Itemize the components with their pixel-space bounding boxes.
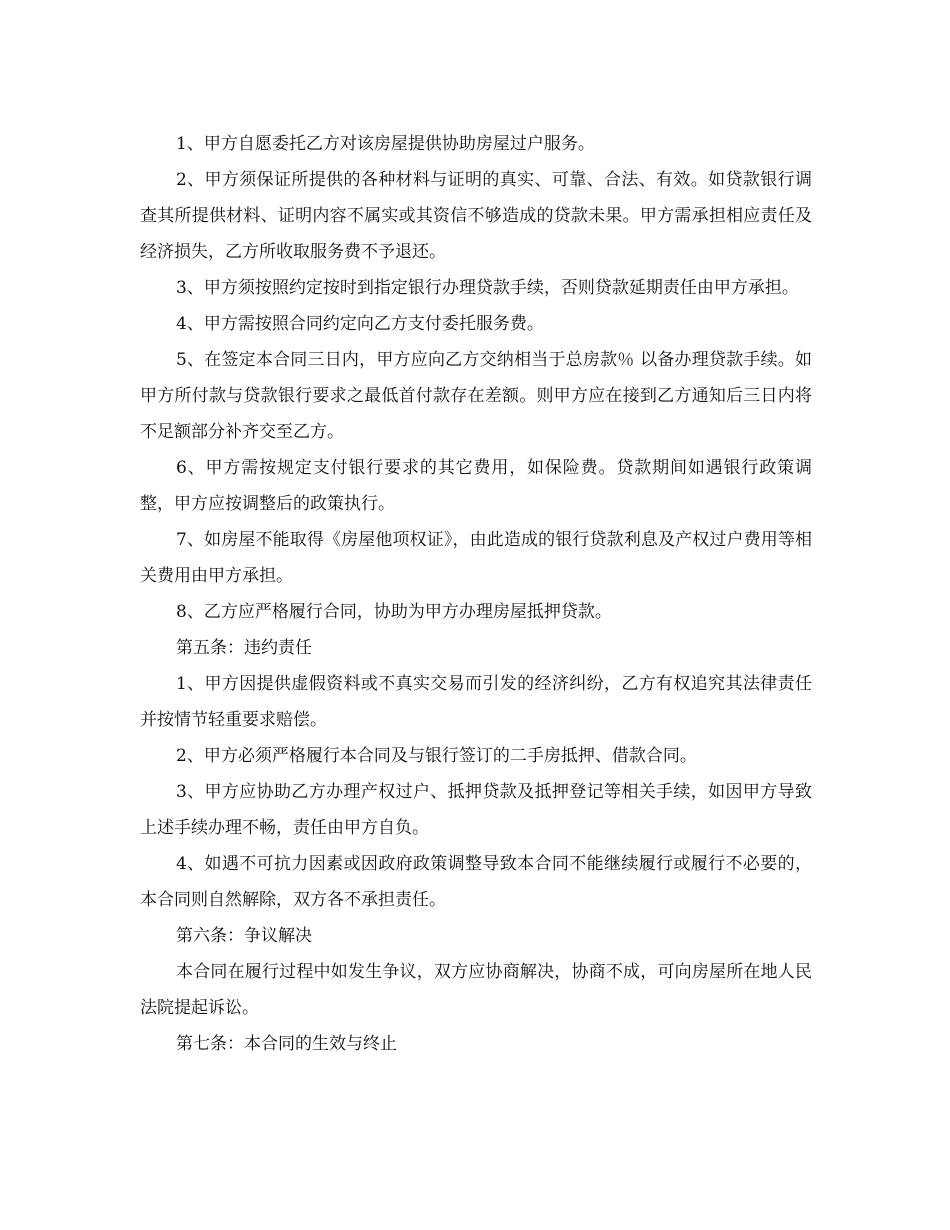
- clause-paragraph: 3、甲方须按照约定按时到指定银行办理贷款手续，否则贷款延期责任由甲方承担。: [176, 278, 799, 298]
- document-body: [140, 126, 812, 1062]
- clause-paragraph: 1、甲方自愿委托乙方对该房屋提供协助房屋过户服务。: [176, 134, 595, 154]
- clause-paragraph: 6、甲方需按规定支付银行要求的其它费用，如保险费。贷款期间如遇银行政策调整，甲方应按调整后的政策执行。: [140, 458, 812, 514]
- clause-paragraph: 1、甲方因提供虚假资料或不真实交易而引发的经济纠纷，乙方有权追究其法律责任并按情节轻重要求赔偿。: [140, 674, 812, 730]
- clause-paragraph: 4、如遇不可抗力因素或因政府政策调整导致本合同不能继续履行或履行不必要的，本合同则自然解除，双方各不承担责任。: [140, 854, 812, 910]
- clause-paragraph: 2、甲方必须严格履行本合同及与银行签订的二手房抵押、借款合同。: [176, 746, 697, 766]
- clause-paragraph: 8、乙方应严格履行合同，协助为甲方办理房屋抵押贷款。: [176, 602, 612, 622]
- section-heading: 第六条：争议解决: [176, 926, 312, 946]
- section-heading: 第七条：本合同的生效与终止: [176, 1034, 397, 1054]
- clause-paragraph: 3、甲方应协助乙方办理产权过户、抵押贷款及抵押登记等相关手续，如因甲方导致上述手续办理不畅，责任由甲方自负。: [140, 782, 812, 838]
- clause-paragraph: 本合同在履行过程中如发生争议，双方应协商解决，协商不成，可向房屋所在地人民法院提起诉讼。: [140, 962, 812, 1018]
- clause-paragraph: 7、如房屋不能取得《房屋他项权证》，由此造成的银行贷款利息及产权过户费用等相关费用由甲方承担。: [140, 530, 812, 586]
- section-heading: 第五条：违约责任: [176, 638, 312, 658]
- clause-paragraph: 4、甲方需按照合同约定向乙方支付委托服务费。: [176, 314, 544, 334]
- clause-paragraph: 5、在签定本合同三日内，甲方应向乙方交纳相当于总房款％ 以备办理贷款手续。如甲方所付款与贷款银行要求之最低首付款存在差额。则甲方应在接到乙方通知后三日内将不足额部分补齐交至乙方。: [140, 350, 812, 442]
- clause-paragraph: 2、甲方须保证所提供的各种材料与证明的真实、可靠、合法、有效。如贷款银行调查其所提供材料、证明内容不属实或其资信不够造成的贷款未果。甲方需承担相应责任及经济损失，乙方所收取服务费不予退还。: [140, 170, 812, 262]
